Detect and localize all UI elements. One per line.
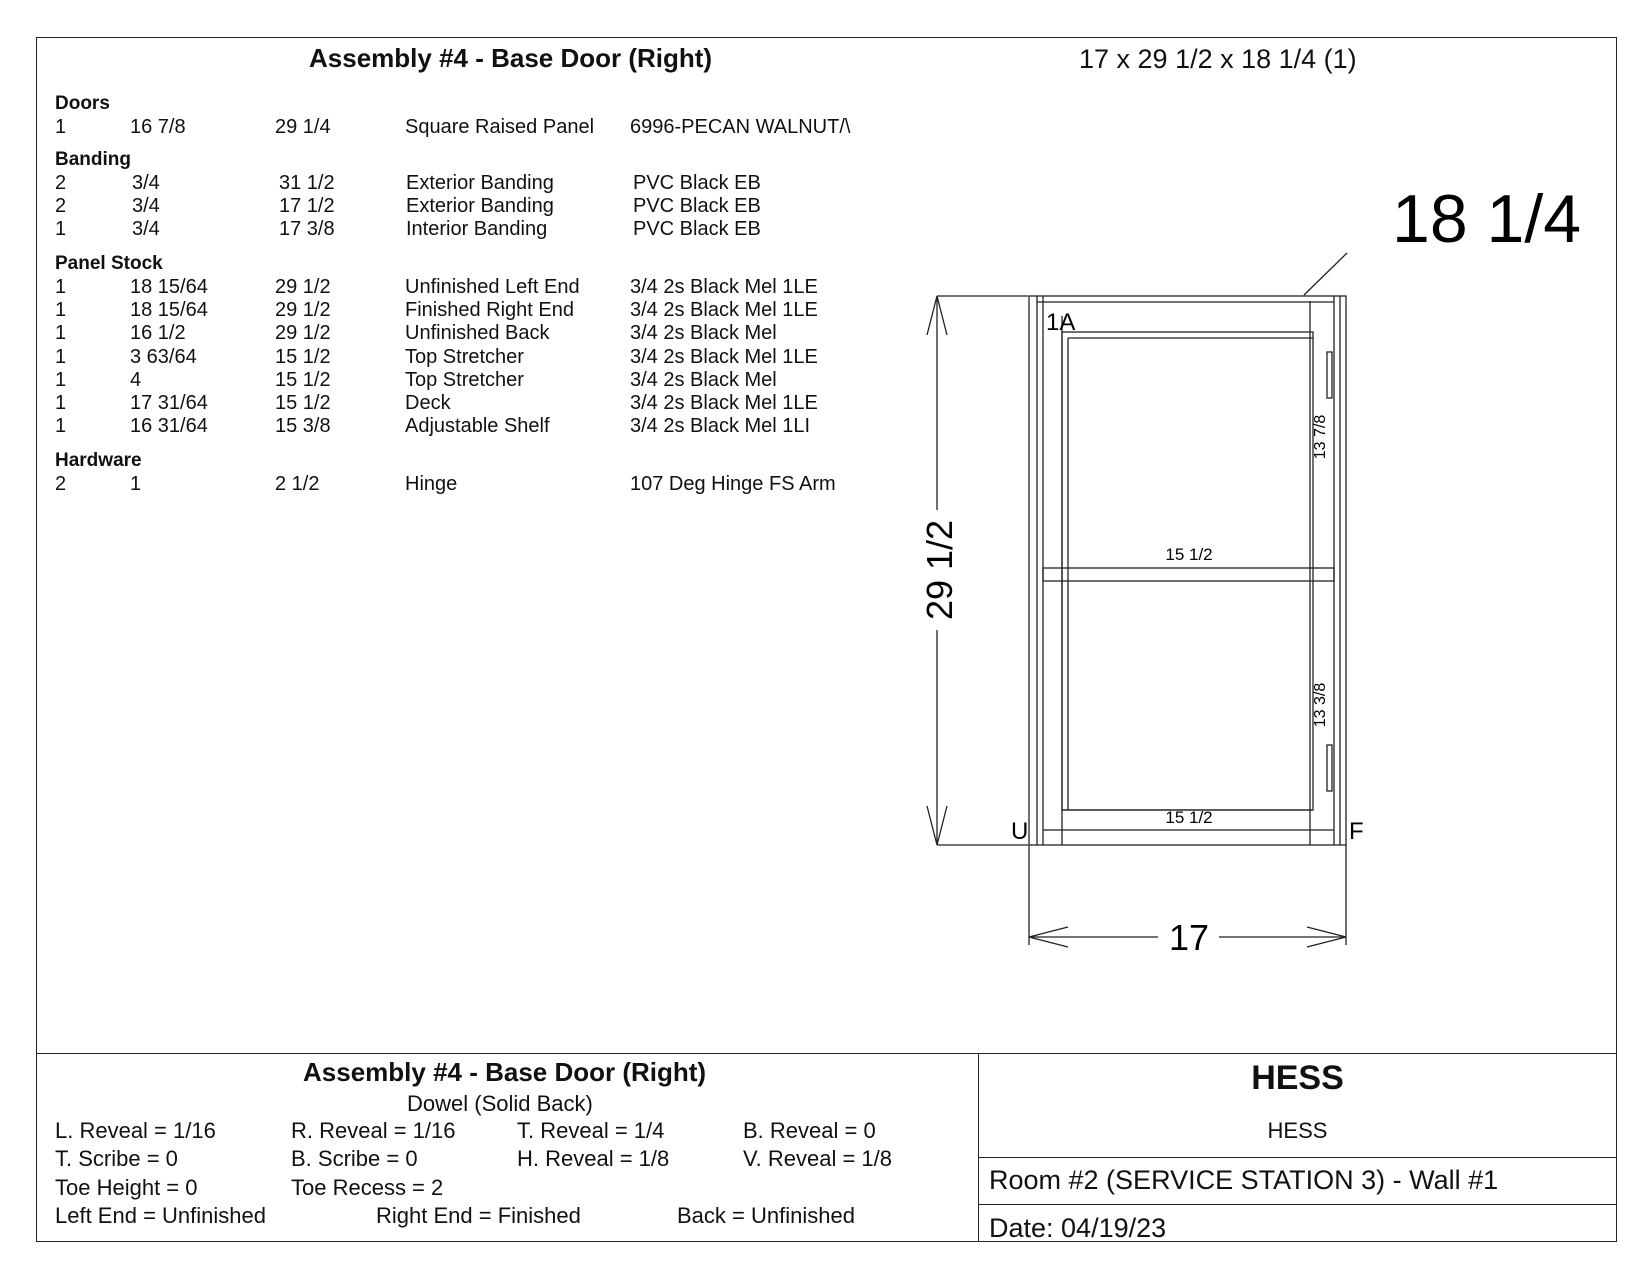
room-wall-label: Room #2 (SERVICE STATION 3) - Wall #1 <box>989 1165 1499 1195</box>
qty: 2 <box>55 195 67 217</box>
width: 16 7/8 <box>130 116 186 138</box>
material: 3/4 2s Black Mel 1LE <box>630 392 818 414</box>
company-name: HESS <box>1267 1118 1328 1143</box>
description: Unfinished Left End <box>405 276 580 298</box>
banding-heading: Banding <box>55 149 131 170</box>
hardware-heading: Hardware <box>55 450 142 471</box>
panel-stock-heading: Panel Stock <box>55 253 163 274</box>
description: Unfinished Back <box>405 322 550 344</box>
drawing-date: Date: 04/19/23 <box>989 1213 1167 1243</box>
qty: 2 <box>55 172 67 194</box>
width: 3/4 <box>132 172 160 194</box>
right-end-finish: Right End = Finished <box>376 1203 581 1228</box>
material: PVC Black EB <box>633 172 761 194</box>
description: Adjustable Shelf <box>405 415 550 437</box>
bottom-reveal: B. Reveal = 0 <box>743 1118 876 1143</box>
length: 29 1/2 <box>275 322 331 344</box>
material: 3/4 2s Black Mel 1LI <box>630 415 811 437</box>
material: 6996-PECAN WALNUT/\ <box>630 116 851 138</box>
part-tag-label: 1A <box>1046 309 1076 336</box>
upper-side-dimension-label: 13 7/8 <box>1312 414 1329 460</box>
description: Interior Banding <box>406 218 548 240</box>
material: 3/4 2s Black Mel <box>630 322 777 344</box>
company-name-bold: HESS <box>1251 1059 1344 1097</box>
material: PVC Black EB <box>633 195 761 217</box>
width: 3/4 <box>132 218 160 240</box>
length: 2 1/2 <box>275 473 320 495</box>
description: Top Stretcher <box>405 369 524 391</box>
length: 29 1/2 <box>275 276 331 298</box>
qty: 1 <box>55 392 67 414</box>
lower-side-dimension-label: 13 3/8 <box>1312 682 1329 728</box>
width: 16 1/2 <box>130 322 186 344</box>
bottom-scribe: B. Scribe = 0 <box>291 1146 418 1171</box>
length: 15 1/2 <box>275 346 331 368</box>
qty: 1 <box>55 299 67 321</box>
height-dimension-label: 29 1/2 <box>919 519 960 621</box>
back-finish: Back = Unfinished <box>677 1203 855 1228</box>
width: 3 63/64 <box>130 346 197 368</box>
material: PVC Black EB <box>633 218 761 240</box>
toe-height: Toe Height = 0 <box>55 1175 198 1200</box>
deck-dimension-label: 15 1/2 <box>1165 808 1213 827</box>
description: Deck <box>405 392 451 414</box>
description: Square Raised Panel <box>405 116 595 138</box>
width: 4 <box>130 369 142 391</box>
footer-assembly-title: Assembly #4 - Base Door (Right) <box>303 1057 707 1087</box>
length: 15 1/2 <box>275 392 331 414</box>
description: Top Stretcher <box>405 346 524 368</box>
width: 17 31/64 <box>130 392 208 414</box>
description: Hinge <box>405 473 458 495</box>
overall-dimensions: 17 x 29 1/2 x 18 1/4 (1) <box>1079 44 1357 74</box>
shelf-dimension-label: 15 1/2 <box>1165 545 1213 564</box>
material: 3/4 2s Black Mel <box>630 369 777 391</box>
depth-dimension-label: 18 1/4 <box>1392 181 1582 257</box>
qty: 1 <box>55 218 67 240</box>
finished-end-marker: F <box>1349 818 1364 845</box>
title-block-row-divider <box>978 1204 1617 1205</box>
length: 15 1/2 <box>275 369 331 391</box>
length: 17 1/2 <box>279 195 335 217</box>
description: Finished Right End <box>405 299 574 321</box>
top-scribe: T. Scribe = 0 <box>55 1146 178 1171</box>
doors-heading: Doors <box>55 93 110 114</box>
unfinished-end-marker: U <box>1011 818 1029 845</box>
title-block-row-divider <box>978 1157 1617 1158</box>
length: 29 1/2 <box>275 299 331 321</box>
toe-recess: Toe Recess = 2 <box>291 1175 444 1200</box>
width-dimension-label: 17 <box>1168 917 1210 958</box>
description: Exterior Banding <box>406 195 554 217</box>
width: 1 <box>130 473 142 495</box>
qty: 1 <box>55 116 67 138</box>
qty: 2 <box>55 473 67 495</box>
top-reveal: T. Reveal = 1/4 <box>517 1118 665 1143</box>
description: Exterior Banding <box>406 172 554 194</box>
width: 18 15/64 <box>130 276 208 298</box>
left-end-finish: Left End = Unfinished <box>55 1203 266 1228</box>
qty: 1 <box>55 369 67 391</box>
material: 3/4 2s Black Mel 1LE <box>630 299 818 321</box>
material: 3/4 2s Black Mel 1LE <box>630 276 818 298</box>
qty: 1 <box>55 322 67 344</box>
horizontal-reveal: H. Reveal = 1/8 <box>517 1146 670 1171</box>
width: 18 15/64 <box>130 299 208 321</box>
right-reveal: R. Reveal = 1/16 <box>291 1118 456 1143</box>
width: 16 31/64 <box>130 415 208 437</box>
length: 17 3/8 <box>279 218 335 240</box>
material: 107 Deg Hinge FS Arm <box>630 473 836 495</box>
qty: 1 <box>55 415 67 437</box>
assembly-title: Assembly #4 - Base Door (Right) <box>309 43 713 73</box>
left-reveal: L. Reveal = 1/16 <box>55 1118 216 1143</box>
qty: 1 <box>55 276 67 298</box>
qty: 1 <box>55 346 67 368</box>
material: 3/4 2s Black Mel 1LE <box>630 346 818 368</box>
construction-type: Dowel (Solid Back) <box>407 1091 593 1116</box>
length: 15 3/8 <box>275 415 331 437</box>
vertical-reveal: V. Reveal = 1/8 <box>743 1146 893 1171</box>
length: 31 1/2 <box>279 172 335 194</box>
length: 29 1/4 <box>275 116 331 138</box>
width: 3/4 <box>132 195 160 217</box>
